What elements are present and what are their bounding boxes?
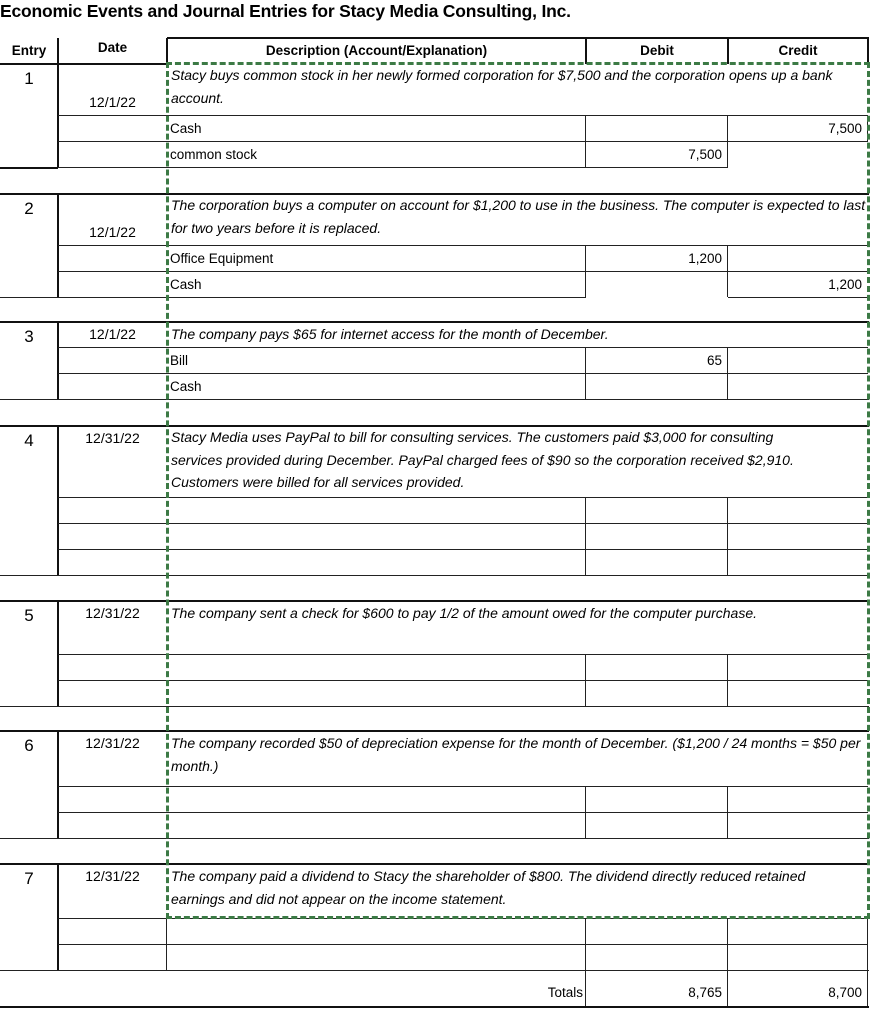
account-cell[interactable]: Cash [170, 276, 202, 292]
credit-cell[interactable] [728, 918, 868, 944]
debit-cell[interactable] [586, 786, 728, 812]
account-cell[interactable] [167, 654, 586, 680]
page-title: Economic Events and Journal Entries for Stacy Media Consulting, Inc. [0, 1, 571, 21]
entry-date: 12/1/22 [89, 94, 136, 110]
account-cell[interactable]: Bill [170, 352, 189, 368]
credit-cell[interactable] [728, 373, 868, 399]
entry-description: The corporation buys a computer on account for $1,200 to use in the business. The computer is expected to last for two years before it is replaced. [171, 197, 866, 236]
totals-label: Totals [547, 984, 583, 1000]
entry-date: 12/31/22 [85, 735, 140, 751]
credit-cell[interactable] [728, 680, 868, 706]
debit-cell[interactable] [586, 680, 728, 706]
debit-cell[interactable] [586, 549, 728, 575]
totals-credit: 8,700 [828, 984, 862, 1000]
debit-cell[interactable]: 1,200 [688, 250, 722, 266]
account-cell[interactable]: Cash [170, 378, 202, 394]
debit-cell[interactable] [586, 497, 728, 523]
entry-number: 2 [24, 199, 34, 218]
credit-cell[interactable]: 1,200 [828, 276, 862, 292]
debit-cell[interactable] [586, 918, 728, 944]
debit-cell[interactable]: 7,500 [688, 146, 722, 162]
entry-description: Stacy buys common stock in her newly formed corporation for $7,500 and the corporation opens up a bank account. [171, 67, 833, 106]
account-cell[interactable]: Cash [170, 120, 202, 136]
debit-cell[interactable] [586, 812, 728, 838]
credit-cell[interactable] [728, 497, 868, 523]
debit-cell[interactable] [586, 271, 728, 297]
account-cell[interactable]: common stock [170, 146, 258, 162]
column-header-credit: Credit [778, 43, 818, 58]
account-cell[interactable] [167, 786, 586, 812]
account-cell[interactable] [167, 497, 586, 523]
entry-description: The company pays $65 for internet access for the month of December. [171, 325, 609, 342]
entry-date: 12/31/22 [85, 430, 140, 446]
entry-number: 3 [24, 327, 34, 346]
account-cell[interactable] [167, 523, 586, 549]
column-header-entry: Entry [11, 43, 47, 58]
entry-description: The company paid a dividend to Stacy the shareholder of $800. The dividend directly reduced retained earnings and did not appear on the income statement. [171, 868, 806, 907]
column-header-debit: Debit [640, 43, 674, 58]
account-cell[interactable] [167, 549, 586, 575]
credit-cell[interactable] [728, 812, 868, 838]
debit-cell[interactable] [586, 373, 728, 399]
credit-cell[interactable] [728, 786, 868, 812]
debit-cell[interactable] [586, 523, 728, 549]
entry-description: The company recorded $50 of depreciation expense for the month of December. ($1,200 / 24 months = $50 per month.) [171, 735, 861, 774]
account-cell[interactable]: Office Equipment [170, 250, 274, 266]
credit-cell[interactable] [728, 654, 868, 680]
debit-cell[interactable] [586, 115, 728, 141]
entry-number: 1 [24, 69, 34, 88]
credit-cell[interactable]: 7,500 [828, 120, 862, 136]
entry-date: 12/1/22 [89, 224, 136, 240]
entry-date: 12/1/22 [89, 326, 136, 342]
account-cell[interactable] [167, 944, 586, 970]
entry-number: 7 [24, 869, 34, 888]
entry-date: 12/31/22 [85, 605, 140, 621]
entry-number: 4 [24, 431, 34, 450]
debit-cell[interactable]: 65 [706, 352, 722, 368]
debit-cell[interactable] [586, 944, 728, 970]
credit-cell[interactable] [728, 141, 868, 167]
credit-cell[interactable] [728, 944, 868, 970]
entry-number: 6 [24, 736, 34, 755]
account-cell[interactable] [167, 918, 586, 944]
credit-cell[interactable] [728, 245, 868, 271]
account-cell[interactable] [167, 812, 586, 838]
account-cell[interactable] [167, 680, 586, 706]
debit-cell[interactable] [586, 654, 728, 680]
entry-date: 12/31/22 [85, 868, 140, 884]
column-header-description: Description (Account/Explanation) [265, 43, 488, 58]
column-header-date: Date [97, 39, 128, 55]
credit-cell[interactable] [728, 549, 868, 575]
totals-debit: 8,765 [688, 984, 722, 1000]
credit-cell[interactable] [728, 347, 868, 373]
credit-cell[interactable] [728, 523, 868, 549]
entry-description: The company sent a check for $600 to pay 1/2 of the amount owed for the computer purchase. [171, 605, 758, 621]
entry-description: Stacy Media uses PayPal to bill for consulting services. The customers paid $3,000 for consulting services provided during December. PayPal charged fees of $90 so the corporation received $2,910. Customers were billed for all services provided. [171, 429, 794, 490]
entry-number: 5 [24, 606, 34, 625]
